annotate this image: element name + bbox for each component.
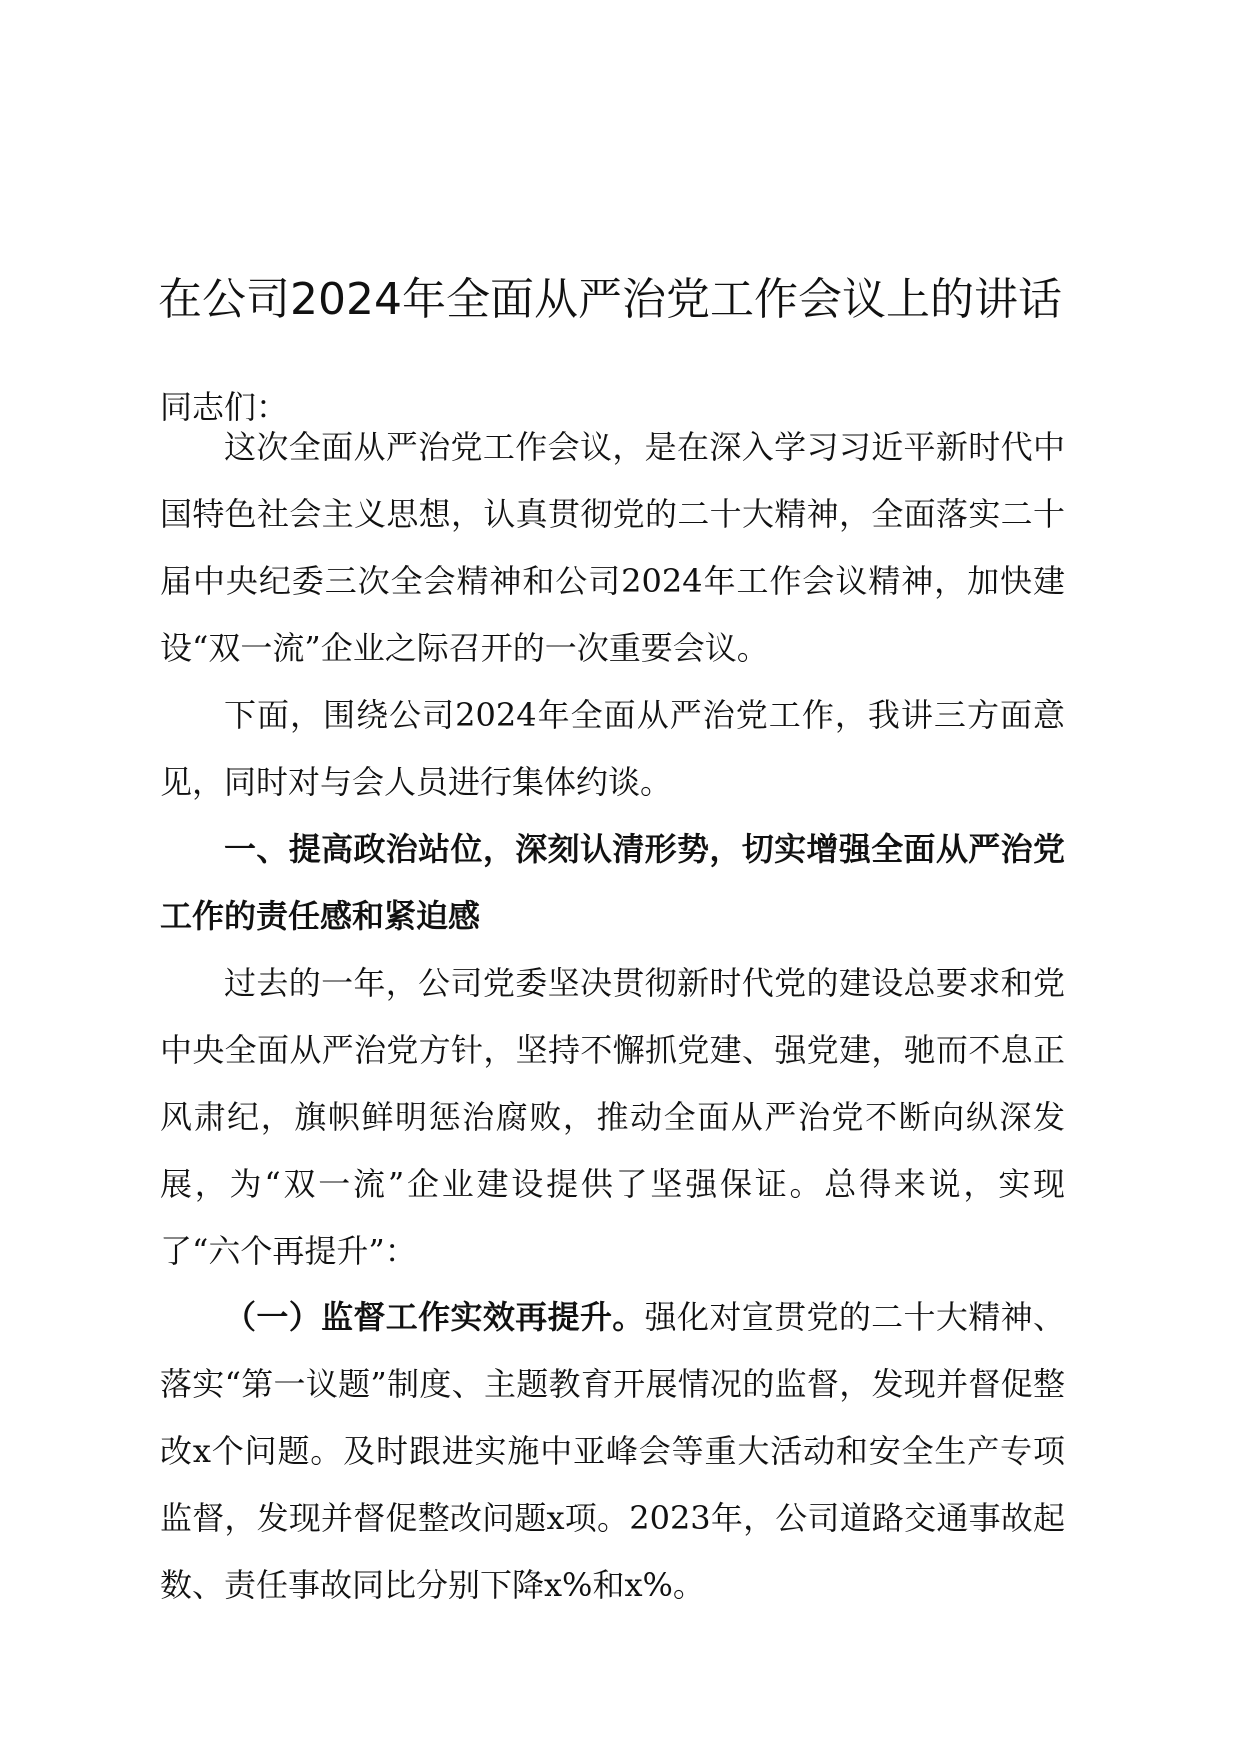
paragraph-outline: 下面，围绕公司2024年全面从严治党工作，我讲三方面意见，同时对与会人员进行集体约谈。: [160, 696, 1065, 801]
paragraph-review: 过去的一年，公司党委坚决贯彻新时代党的建设总要求和党中央全面从严治党方针，坚持不懈抓党建、强党建，驰而不息正风肃纪，旗帜鲜明惩治腐败，推动全面从严治党不断向纵深发展，为“双一流”企业建设提供了坚强保证。总得来说，实现了“六个再提升”：: [160, 964, 1065, 1270]
paragraph-supervision-body: 强化对宣贯党的二十大精神、落实“第一议题”制度、主题教育开展情况的监督，发现并督促整改x个问题。及时跟进实施中亚峰会等重大活动和安全生产专项监督，发现并督促整改问题x项。2023年，公司道路交通事故起数、责任事故同比分别下降x%和x%。: [160, 1298, 1065, 1604]
paragraph-supervision-lead: （一）监督工作实效再提升。: [224, 1298, 645, 1336]
paragraph-supervision: [160, 1284, 1065, 1619]
section-heading-1: 一、提高政治站位，深刻认清形势，切实增强全面从严治党工作的责任感和紧迫感: [160, 830, 1065, 935]
document-title: 在公司2024年全面从严治党工作会议上的讲话: [158, 274, 1062, 325]
paragraph-intro: 这次全面从严治党工作会议，是在深入学习习近平新时代中国特色社会主义思想，认真贯彻党的二十大精神，全面落实二十届中央纪委三次全会精神和公司2024年工作会议精神，加快建设“双一流”企业之际召开的一次重要会议。: [160, 428, 1065, 667]
salutation: 同志们：: [160, 388, 289, 426]
